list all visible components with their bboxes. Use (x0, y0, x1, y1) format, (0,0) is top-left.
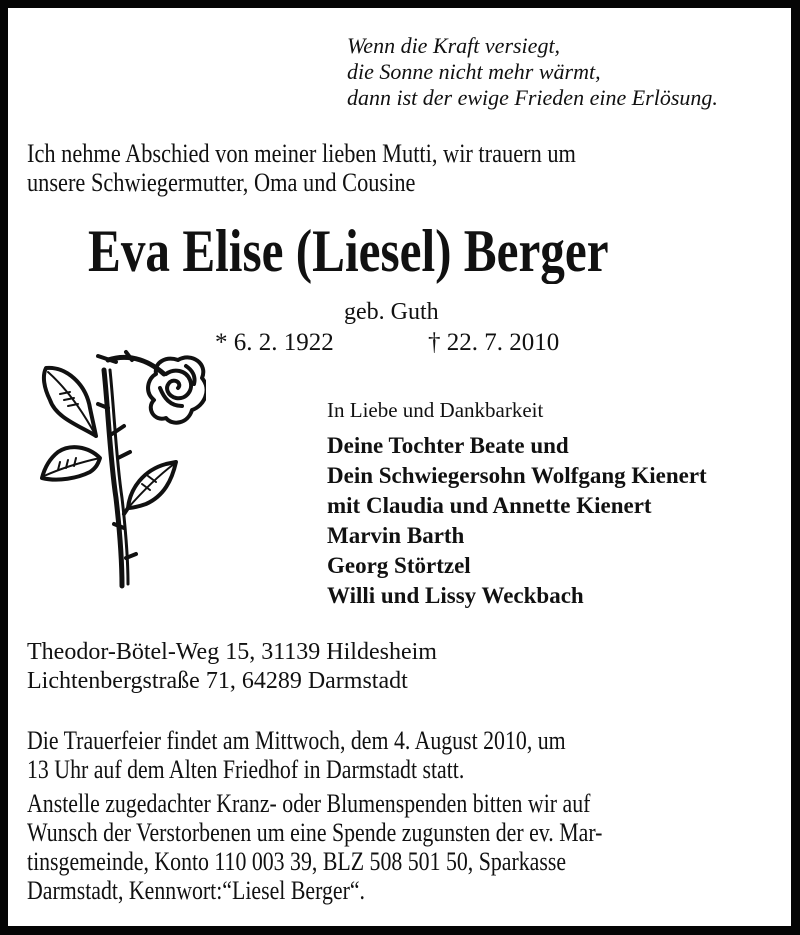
intro-line-2: unsere Schwiegermutter, Oma und Cousine (27, 168, 416, 197)
donation-line-4: Darmstadt, Kennwort:“Liesel Berger“. (27, 876, 366, 905)
address-line: Lichtenbergstraße 71, 64289 Darmstadt (27, 668, 408, 694)
donation-line-3: tinsgemeinde, Konto 110 003 39, BLZ 508 501 50, Sparkasse (27, 847, 567, 876)
address-line: Theodor-Bötel-Weg 15, 31139 Hildesheim (27, 639, 437, 665)
deceased-name: Eva Elise (Liesel) Berger (88, 218, 609, 284)
funeral-line-2: 13 Uhr auf dem Alten Friedhof in Darmstadt statt. (27, 755, 465, 784)
mourner-line: Marvin Barth (327, 523, 465, 548)
funeral-line-1: Die Trauerfeier findet am Mittwoch, dem 4. August 2010, um (27, 726, 566, 755)
closing-phrase: In Liebe und Dankbarkeit (327, 398, 544, 422)
donation-line-2: Wunsch der Verstorbenen um eine Spende zugunsten der ev. Mar- (27, 818, 603, 847)
intro-line-1: Ich nehme Abschied von meiner lieben Mutti, wir trauern um (27, 139, 576, 168)
mourner-line: Deine Tochter Beate und (327, 433, 569, 458)
mourner-line: mit Claudia und Annette Kienert (327, 493, 652, 518)
mourner-line: Willi und Lissy Weckbach (327, 583, 584, 608)
donation-line-1: Anstelle zugedachter Kranz- oder Blumenspenden bitten wir auf (27, 789, 591, 818)
motto-line-2: die Sonne nicht mehr wärmt, (347, 59, 601, 84)
rose-icon (36, 348, 206, 598)
motto-line-3: dann ist der ewige Frieden eine Erlösung. (347, 85, 718, 110)
birth-date: * 6. 2. 1922 (215, 329, 334, 356)
death-date: † 22. 7. 2010 (428, 329, 560, 356)
motto-line-1: Wenn die Kraft versiegt, (347, 33, 561, 58)
mourner-line: Dein Schwiegersohn Wolfgang Kienert (327, 463, 707, 488)
mourner-line: Georg Störtzel (327, 553, 471, 578)
maiden-name: geb. Guth (344, 299, 439, 325)
